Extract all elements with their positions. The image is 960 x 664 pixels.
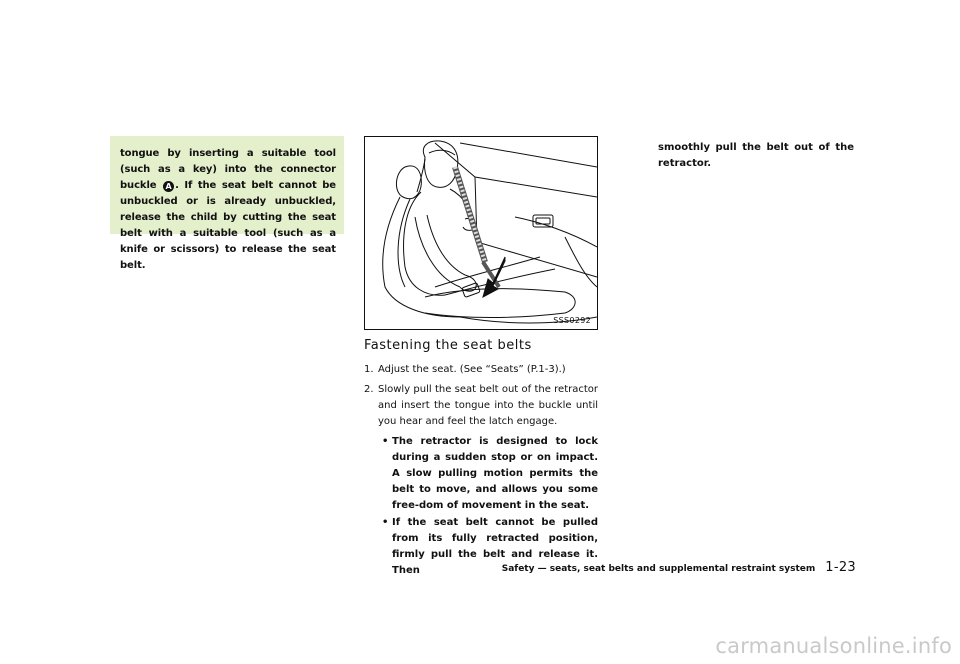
seat-belt-illustration — [364, 136, 598, 330]
step-number: 1. — [364, 364, 374, 375]
page-number: 1-23 — [825, 560, 856, 575]
instruction-column — [364, 362, 598, 580]
footer-section-title: Safety — seats, seat belts and supplemental restraint system — [501, 564, 816, 574]
continuation-text: smoothly pull the belt out of the retractor. — [658, 142, 854, 169]
note-item: • The retractor is designed to lock during a sudden stop or on impact. A slow pulling motion permits the belt to move, and allows you some free-dom of movement in the seat. — [378, 434, 598, 514]
step-text: Slowly pull the seat belt out of the retractor and insert the tongue into the buckle until you hear and feel the latch engage. — [378, 384, 598, 427]
warning-text-after: . If the seat belt cannot be unbuckled or is already unbuckled, release the child by cutting the seat belt with a suitable tool (such as a knife or scissors) to release the seat belt. — [120, 180, 336, 271]
step-2 — [364, 382, 598, 430]
watermark: carmanualsonline.info — [715, 634, 952, 658]
warning-text-before: tongue by inserting a suitable tool (such as a key) into the connector buckle — [120, 148, 336, 191]
figure-code: SSS0292 — [553, 316, 591, 325]
step-1 — [364, 362, 598, 378]
section-heading: Fastening the seat belts — [364, 338, 532, 353]
buckle-callout-badge: A — [163, 181, 174, 192]
step-text: Adjust the seat. (See “Seats” (P.1-3).) — [378, 364, 566, 375]
warning-box — [110, 136, 344, 271]
seat-belt-drawing — [365, 137, 597, 329]
note-item: • If the seat belt cannot be pulled from its fully retracted position, firmly pull the belt and release it. Then — [378, 515, 598, 579]
warning-text — [120, 146, 336, 274]
page-footer — [502, 560, 856, 575]
step-number: 2. — [364, 384, 374, 395]
step-2-notes — [364, 434, 598, 579]
